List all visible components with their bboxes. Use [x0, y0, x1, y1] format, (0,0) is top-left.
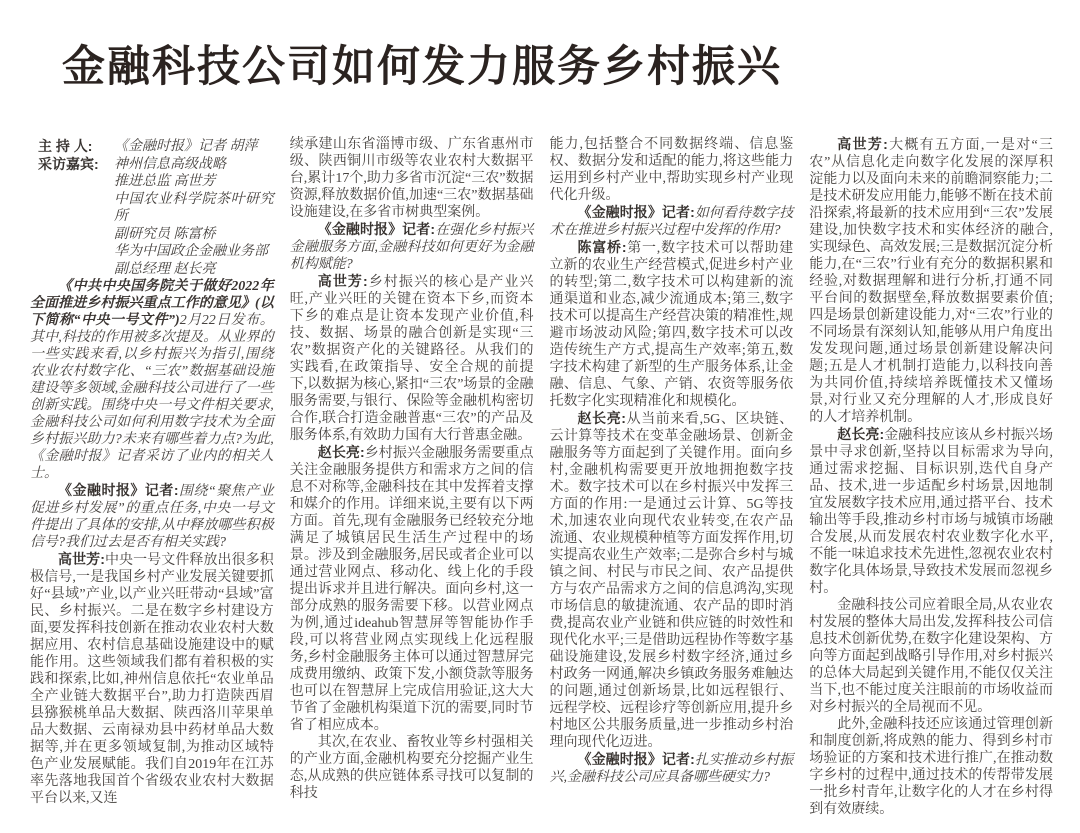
- speaker-name: 赵长亮:: [837, 426, 885, 443]
- guest-line: 副研究员 陈富桥: [114, 226, 216, 242]
- paragraph-text: 金融科技应该从乡村振兴场景中寻求创新,坚持以目标需求为导向,通过需求挖掘、目标识别,迭代自身产品、技术,进一步适配乡村场景,因地制宜发展数字技术应用,通过搭平台、技术输出等手段,推动乡村市场与城镇市场融合发展,从而发展农村农业数字化水平,不能一味追求技术先进性,忽视农业农村数字化具体场景,导致技术发展而忽视乡村。: [809, 428, 1054, 597]
- answer-paragraph: [290, 444, 534, 734]
- guest-line: 副总经理 赵长亮: [114, 261, 216, 277]
- reporter-label: 《金融时报》记者:: [58, 482, 179, 499]
- speaker-name: 高世芳:: [837, 136, 888, 153]
- article-columns: [0, 136, 1080, 818]
- host-value: 《金融时报》记者 胡萍: [114, 139, 258, 155]
- reporter-label: 《金融时报》记者:: [577, 751, 695, 768]
- question-paragraph: [290, 221, 534, 273]
- question-paragraph: [30, 482, 274, 551]
- paragraph-text: 金融科技公司应着眼全局,从农业农村发展的整体大局出发,发挥科技公司信息技术创新优势,在数字化建设架构、方向等方面起到战略引导作用,对乡村振兴的总体大局起到关键作用,不能仅仅关注当下,也不能过度关注眼前的市场收益而对乡村振兴的全局视而不见。: [809, 598, 1053, 716]
- intro-paragraph: [30, 278, 274, 482]
- guest-line: 推进总监 高世芳: [114, 174, 216, 190]
- body-paragraph: [809, 716, 1053, 818]
- body-paragraph: [290, 136, 534, 221]
- reporter-label: 《金融时报》记者:: [317, 221, 435, 238]
- answer-paragraph: [809, 426, 1053, 597]
- body-paragraph: [550, 136, 794, 204]
- paragraph-text: 续承建山东省淄博市级、广东省惠州市级、陕西铜川市级等农业农村大数据平台,累计17个,助力多省市沉淀“三农”数据资源,释放数据价值,加速“三农”数据基础设施建设,在多省市树典型案例。: [289, 137, 534, 221]
- paragraph-text: 围绕“聚焦产业促进乡村发展”的重点任务,中央一号文件提出了具体的安排,从中释放哪些积极信号?我们过去是否有相关实践?: [30, 484, 274, 551]
- guests-label: 采访嘉宾:: [38, 155, 99, 172]
- speaker-name: 高世芳:: [58, 551, 105, 568]
- paragraph-text: 乡村振兴金融服务需要重点关注金融服务提供方和需求方之间的信息不对称等,金融科技在其中发挥着支撑和媒介的作用。详细来说,主要有以下两方面。首先,现有金融服务已经较充分地满足了城镇居民生活生产过程中的场景。涉及到金融服务,居民或者企业可以通过营业网点、移动化、线上化的手段提出诉求并且进行解决。面向乡村,这一部分成熟的服务需要下移。以营业网点为例,通过ideahub智慧屏等智能协作手段,可以将营业网点实现线上化远程服务,乡村金融服务主体可以通过智慧屏完成费用缴纳、政策下发,小额贷款等服务也可以在智慧屏上完成信用验证,这大大节省了金融机构渠道下沉的需要,同时节省了相应成本。: [289, 446, 534, 734]
- paragraph-text: 第一,数字技术可以帮助建立新的农业生产经营模式,促进乡村产业的转型;第二,数字技术可以构建新的流通渠道和业态,减少流通成本;第三,数字技术可以提高生产经营决策的精准性,规避市场波动风险;第四,数字技术可以改造传统生产方式,提高生产效率;第五,数字技术构建了新型的生产服务体系,让金融、信息、气象、产销、农资等服务依托数字化实现精准化和规模化。: [549, 241, 794, 410]
- article-column: [549, 136, 794, 786]
- host-label: 主 持 人:: [38, 138, 93, 155]
- question-paragraph: [550, 751, 794, 786]
- speaker-name: 赵长亮:: [317, 444, 365, 461]
- answer-paragraph: [30, 551, 274, 807]
- article-column: [30, 136, 274, 807]
- paragraph-text: 能力,包括整合不同数据终端、信息鉴权、数据分发和适配的能力,将这些能力运用到乡村产业中,帮助实现乡村产业现代化升级。: [549, 137, 794, 204]
- paragraph-text: 其次,在农业、畜牧业等乡村强相关的产业方面,金融机构要充分挖掘产业生态,从成熟的供应链体系寻找可以复制的科技: [289, 735, 534, 802]
- byline-guests-row: [38, 156, 274, 279]
- byline-host-row: [38, 138, 274, 156]
- intro-lead: 《中共中央国务院关于做好2022年全面推进乡村振兴重点工作的意见》(以下简称“中央一号文件”): [30, 279, 274, 329]
- body-paragraph: [809, 597, 1053, 716]
- answer-paragraph: [550, 410, 794, 751]
- reporter-label: 《金融时报》记者:: [577, 204, 695, 221]
- article-column: [289, 136, 534, 802]
- article-title: 金融科技公司如何发力服务乡村振兴: [62, 44, 782, 91]
- paragraph-text: 大概有五方面,一是对“三农”从信息化走向数字化发展的深厚积淀能力以及面向未来的前瞻洞察能力;二是技术研发应用能力,能够不断在技术前沿探索,将最新的技术应用到“三农”发展建设,加快数字技术和实体经济的融合,实现绿色、高效发展;三是数据沉淀分析能力,在“三农”行业有充分的数据积累和经验,对数据理解和进行分析,打通不同平台间的数据壁垒,释放数据要素价值;四是场景创新建设能力,对“三农”行业的不同场景有深刻认知,能够从用户角度出发发现问题,通过场景创新建设解决问题;五是人才机制打造能力,以科技向善为共同价值,持续培养既懂技术又懂场景,对行业又充分理解的人才,形成良好的人才培养机制。: [809, 138, 1053, 426]
- guest-line: 中国农业科学院茶叶研究所: [114, 191, 274, 225]
- paragraph-text: 在强化乡村振兴金融服务方面,金融科技如何更好为金融机构赋能?: [289, 223, 534, 273]
- question-paragraph: [550, 204, 794, 239]
- speaker-name: 高世芳:: [317, 273, 368, 290]
- speaker-name: 赵长亮:: [577, 410, 626, 427]
- answer-paragraph: [809, 136, 1053, 426]
- paragraph-text: 乡村振兴的核心是产业兴旺,产业兴旺的关键在资本下乡,而资本下乡的难点是让资本发现产业价值,科技、数据、场景的融合创新是实现“三农”数据资产化的关键路径。从我们的实践看,在政策指导、安全合规的前提下,以数据为核心,紧扣“三农”场景的金融服务需要,与银行、保险等金融机构密切合作,联合打造金融普惠“三农”的产品及服务体系,有效助力国有大行普惠金融。: [289, 275, 534, 444]
- speaker-name: 陈富桥:: [577, 239, 627, 256]
- guest-line: 华为中国政企金融业务部: [114, 244, 268, 260]
- guest-list: [114, 156, 274, 279]
- newspaper-page: [0, 44, 1080, 833]
- body-paragraph: [290, 734, 534, 802]
- article-column: [809, 136, 1054, 818]
- paragraph-text: 扎实推动乡村振兴,金融科技公司应具备哪些硬实力?: [549, 753, 794, 786]
- paragraph-text: 此外,金融科技还应该通过管理创新和制度创新,将成熟的能力、得到乡村市场验证的方案和技术进行推广,在推动数字乡村的过程中,通过技术的传帮带发展一批乡村青年,让数字化的人才在乡村得到有效赓续。: [809, 717, 1053, 818]
- byline: [30, 136, 274, 278]
- guest-line: 神州信息高级战略: [114, 156, 226, 172]
- answer-paragraph: [290, 273, 534, 444]
- paragraph-text: 从当前来看,5G、区块链、云计算等技术在变革金融场景、创新金融服务等方面起到了关键作用。面向乡村,金融机构需要更开放地拥抱数字技术。数字技术可以在乡村振兴中发挥三方面的作用:一是通过云计算、5G等技术,加速农业向现代农业转变,在农产品流通、农业规模种植等方面发挥作用,切实提高农业生产效率;二是弥合乡村与城镇之间、村民与市民之间、农产品提供方与农产品需求方之间的信息鸿沟,实现市场信息的敏捷流通、农产品的即时消费,提高农业产业链和供应链的时效性和现代化水平;三是借助远程协作等数字基础设施建设,发展乡村数字经济,通过乡村政务一网通,解决乡镇政务服务难触达的问题,通过创新场景,比如远程银行、远程学校、远程诊疗等创新应用,提升乡村地区公共服务质量,进一步推动乡村治理向现代化迈进。: [549, 412, 794, 751]
- paragraph-text: 中央一号文件释放出很多积极信号,一是我国乡村产业发展关键要抓好“县域”产业,以产业兴旺带动“县域”富民、乡村振兴。二是在数字乡村建设方面,要发挥科技创新在推动农业农村大数据应用、农村信息基础设施建设中的赋能作用。这些领域我们都有着积极的实践和探索,比如,神州信息依托“农业单品全产业链大数据平台”,助力打造陕西眉县猕猴桃单品大数据、陕西洛川苹果单品大数据、云南禄劝县中药材单品大数据等,并在更多领域复制,为推动区域特色产业发展赋能。我们自2019年在江苏率先落地我国首个省级农业农村大数据平台以来,又连: [30, 553, 274, 807]
- paragraph-text: 如何看待数字技术在推进乡村振兴过程中发挥的作用?: [549, 206, 794, 239]
- paragraph-text: 2月22日发布。其中,科技的作用被多次提及。从业界的一些实践来看,以乡村振兴为指引,围绕农业农村数字化、“三农”数据基础设施建设等多领域,金融科技公司进行了一些创新实践。围绕中央一号文件相关要求,金融科技公司如何利用数字技术为全面乡村振兴助力?未来有哪些着力点?为此,《金融时报》记者采访了业内的相关人士。: [30, 313, 274, 482]
- answer-paragraph: [550, 239, 794, 410]
